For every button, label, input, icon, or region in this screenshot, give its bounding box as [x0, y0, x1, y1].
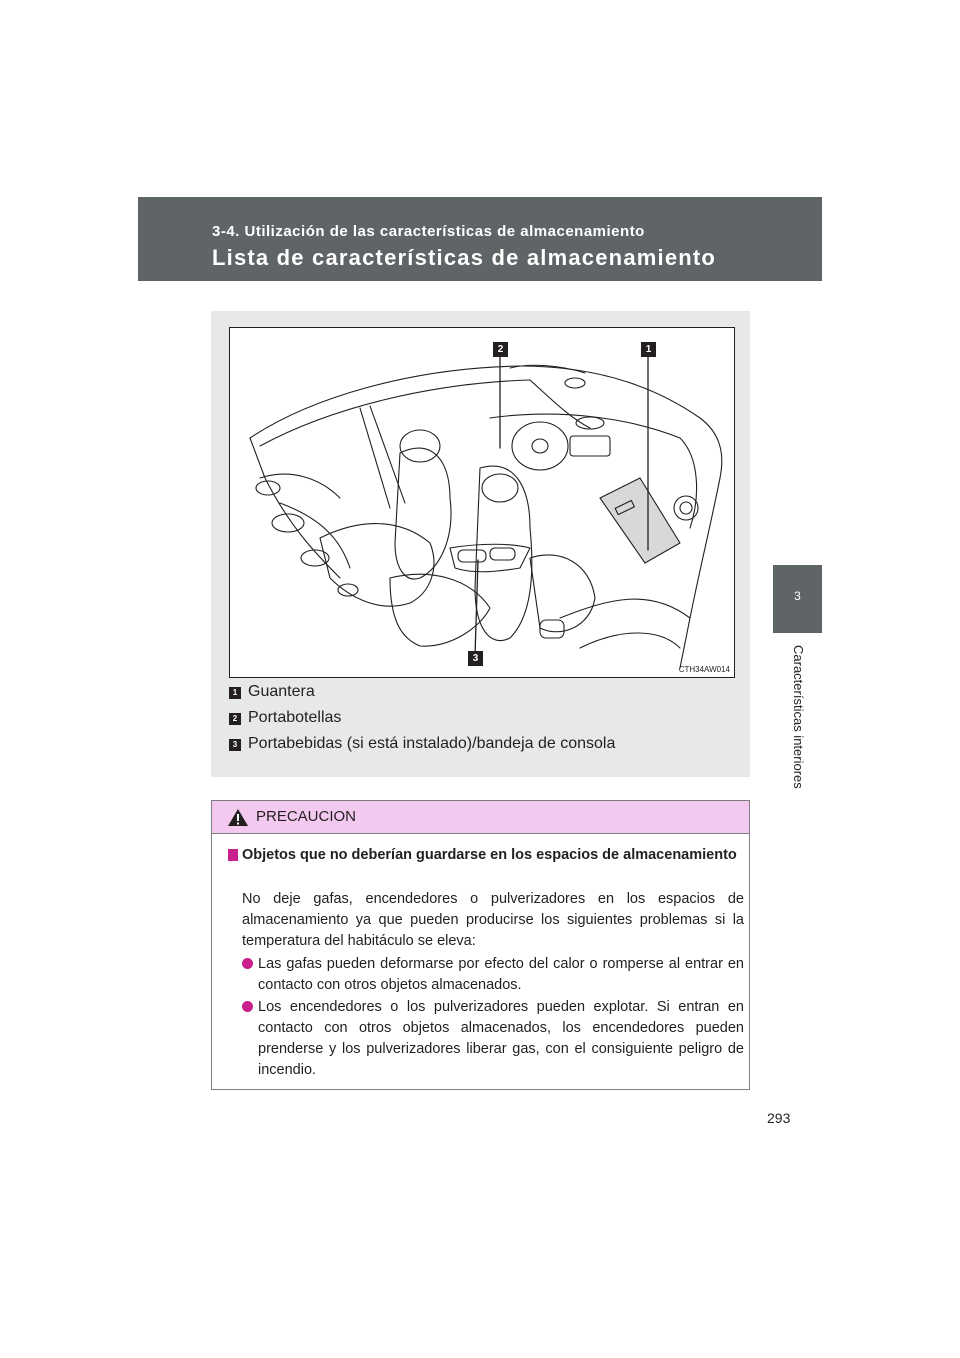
caution-heading — [228, 845, 743, 866]
caution-heading-text: Objetos que no deberían guardarse en los espacios de almacenamiento — [242, 847, 737, 863]
legend-badge: 3 — [229, 739, 241, 751]
page-number: 293 — [767, 1110, 791, 1126]
square-bullet-icon — [228, 849, 238, 861]
chapter-number: 3 — [794, 589, 801, 603]
page-title: Lista de características de almacenamiento — [212, 245, 717, 270]
caution-label: PRECAUCION — [256, 808, 357, 825]
chapter-header — [138, 197, 822, 281]
circle-bullet-icon — [242, 1001, 253, 1012]
chapter-label-text: Características interiores — [791, 645, 806, 789]
chapter-label — [788, 643, 806, 833]
legend-label: Portabotellas — [248, 709, 342, 726]
callout-1: 1 — [641, 342, 656, 357]
caution-bullet-text: Los encendedores o los pulverizadores pueden explotar. Si entran en contacto con otros objetos almacenados, los encendedores pueden prenderse y los pulverizadores liberar gas, con el consiguiente peligro de incendio. — [258, 999, 744, 1078]
car-interior-drawing — [230, 328, 734, 677]
circle-bullet-icon — [242, 958, 253, 969]
callout-3: 3 — [468, 651, 483, 666]
caution-bullet-1 — [242, 954, 744, 996]
caution-header — [212, 801, 749, 834]
warning-icon — [227, 808, 249, 827]
figure-code: CTH34AW014 — [678, 665, 730, 674]
legend-label: Guantera — [248, 683, 315, 700]
legend-label: Portabebidas (si está instalado)/bandeja de consola — [248, 735, 616, 752]
caution-paragraph: No deje gafas, encendedores o pulverizadores en los espacios de almacenamiento ya que pueden producirse los siguientes problemas si la temperatura del habitáculo se eleva: — [242, 891, 744, 949]
caution-box — [211, 800, 750, 1090]
chapter-tab[interactable] — [773, 565, 822, 633]
legend-badge: 1 — [229, 687, 241, 699]
caution-bullet-text: Las gafas pueden deformarse por efecto del calor o romperse al entrar en contacto con otros objetos almacenados. — [258, 956, 744, 993]
legend-badge: 2 — [229, 713, 241, 725]
interior-illustration — [229, 327, 735, 678]
caution-bullet-2 — [242, 997, 744, 1081]
callout-2: 2 — [493, 342, 508, 357]
section-heading: 3-4. Utilización de las características de almacenamiento — [212, 223, 645, 240]
